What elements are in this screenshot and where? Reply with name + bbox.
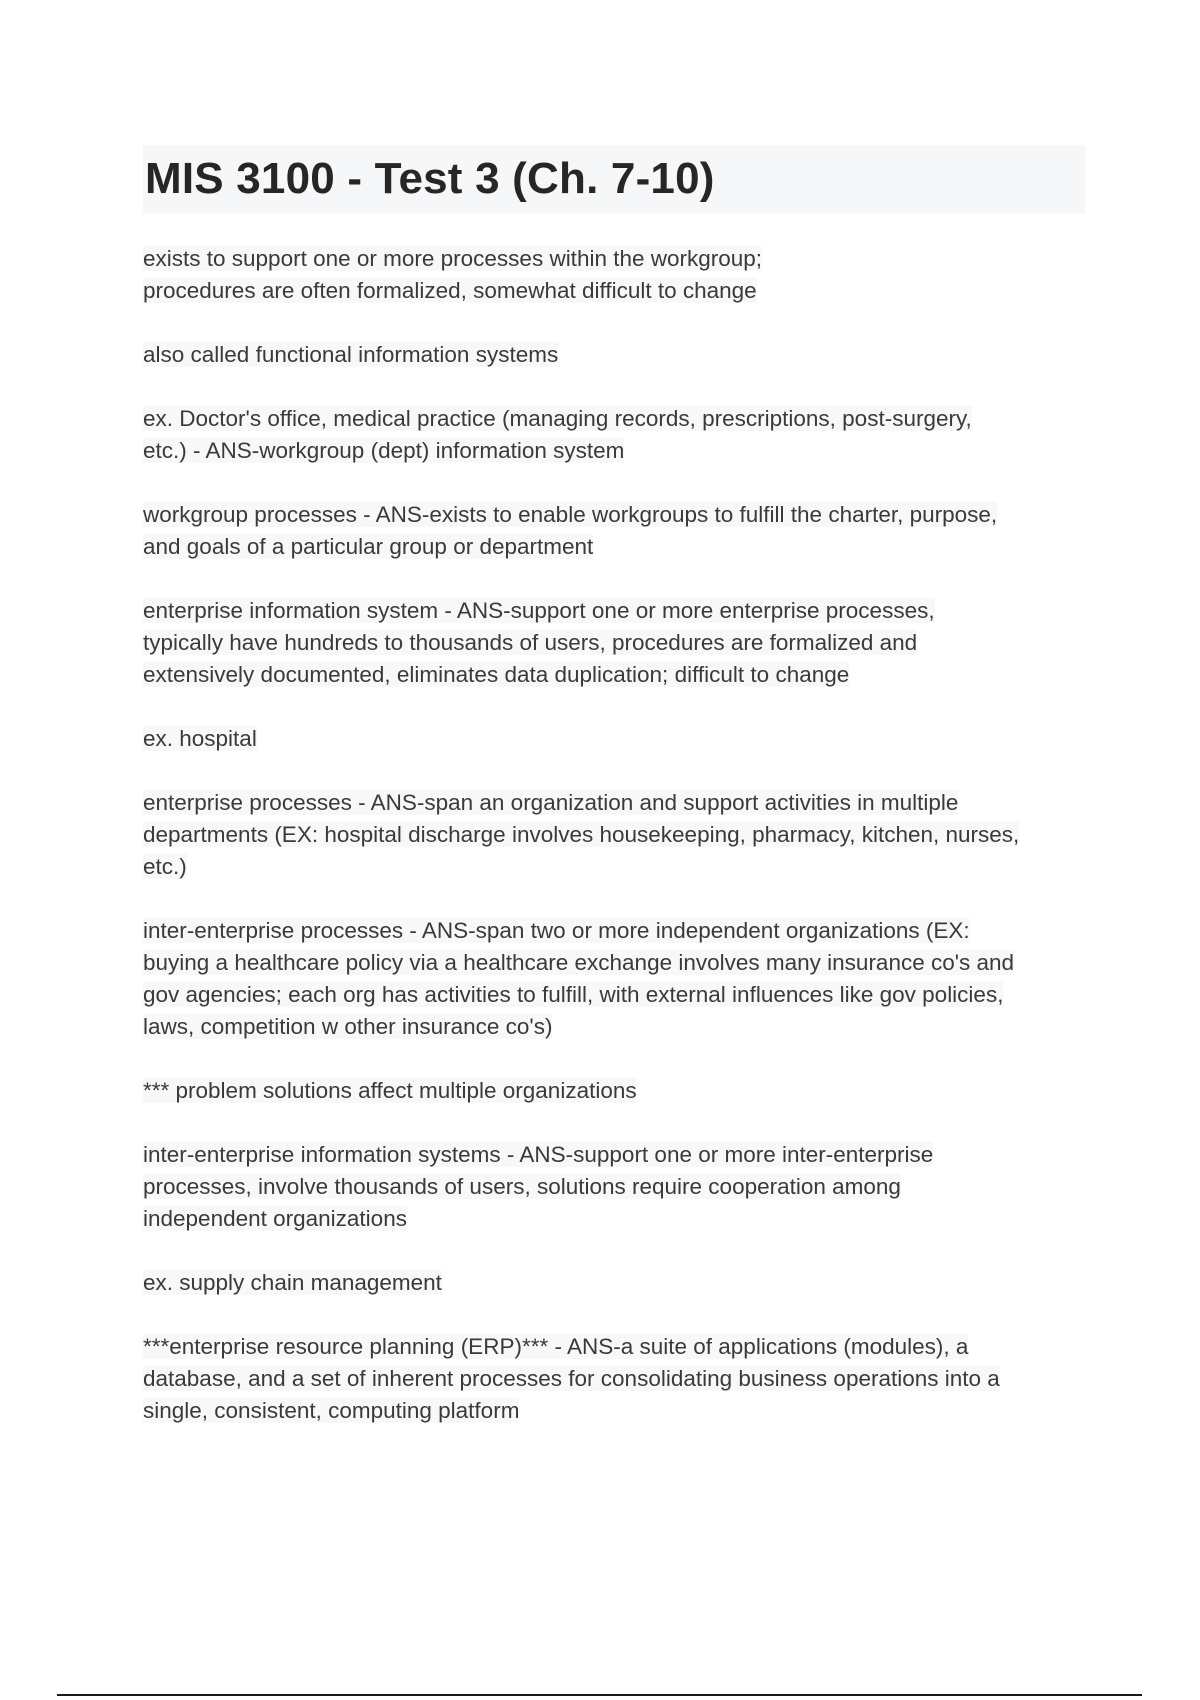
paragraph <box>143 243 1085 307</box>
title-block <box>143 145 1085 213</box>
paragraph <box>143 1331 1085 1427</box>
paragraph-text: inter-enterprise processes - ANS-span two or more independent organizations (EX: buying a healthcare policy via a healthcare exchange involves many insurance co's and gov agencies; each org has activities to fulfill, with external influences like gov policies, laws, competition w other insurance co's) <box>143 918 1015 1039</box>
footer-rule <box>57 1694 1142 1696</box>
paragraph <box>143 499 1085 563</box>
document-title: MIS 3100 - Test 3 (Ch. 7-10) <box>145 154 715 203</box>
paragraph-text: ***enterprise resource planning (ERP)*** - ANS-a suite of applications (modules), a database, and a set of inherent processes for consolidating business operations into a single, consistent, computing platform <box>143 1334 1000 1423</box>
paragraph-text: workgroup processes - ANS-exists to enable workgroups to fulfill the charter, purpose, and goals of a particular group or department <box>143 502 998 559</box>
paragraph <box>143 1267 1085 1299</box>
paragraph <box>143 1139 1085 1235</box>
paragraph-text: also called functional information systems <box>143 342 559 367</box>
paragraph-text: enterprise processes - ANS-span an organization and support activities in multiple departments (EX: hospital discharge involves housekeeping, pharmacy, kitchen, nurses, etc.) <box>143 790 1020 879</box>
paragraph-text: ex. supply chain management <box>143 1270 442 1295</box>
paragraph <box>143 1075 1085 1107</box>
paragraph-text: *** problem solutions affect multiple organizations <box>143 1078 637 1103</box>
paragraph <box>143 723 1085 755</box>
document-page <box>143 145 1085 1459</box>
paragraph-text: enterprise information system - ANS-support one or more enterprise processes, typically have hundreds to thousands of users, procedures are formalized and extensively documented, eliminates data duplication; difficult to change <box>143 598 935 687</box>
paragraph-text: inter-enterprise information systems - ANS-support one or more inter-enterprise processes, involve thousands of users, solutions require cooperation among independent organizations <box>143 1142 934 1231</box>
paragraph-text: ex. Doctor's office, medical practice (managing records, prescriptions, post-surgery, etc.) - ANS-workgroup (dept) information system <box>143 406 972 463</box>
paragraph-text: ex. hospital <box>143 726 257 751</box>
paragraph <box>143 403 1085 467</box>
paragraph <box>143 787 1085 883</box>
paragraph-text: exists to support one or more processes within the workgroup; procedures are often formalized, somewhat difficult to change <box>143 246 763 303</box>
paragraph <box>143 339 1085 371</box>
paragraph <box>143 595 1085 691</box>
paragraph <box>143 915 1085 1043</box>
